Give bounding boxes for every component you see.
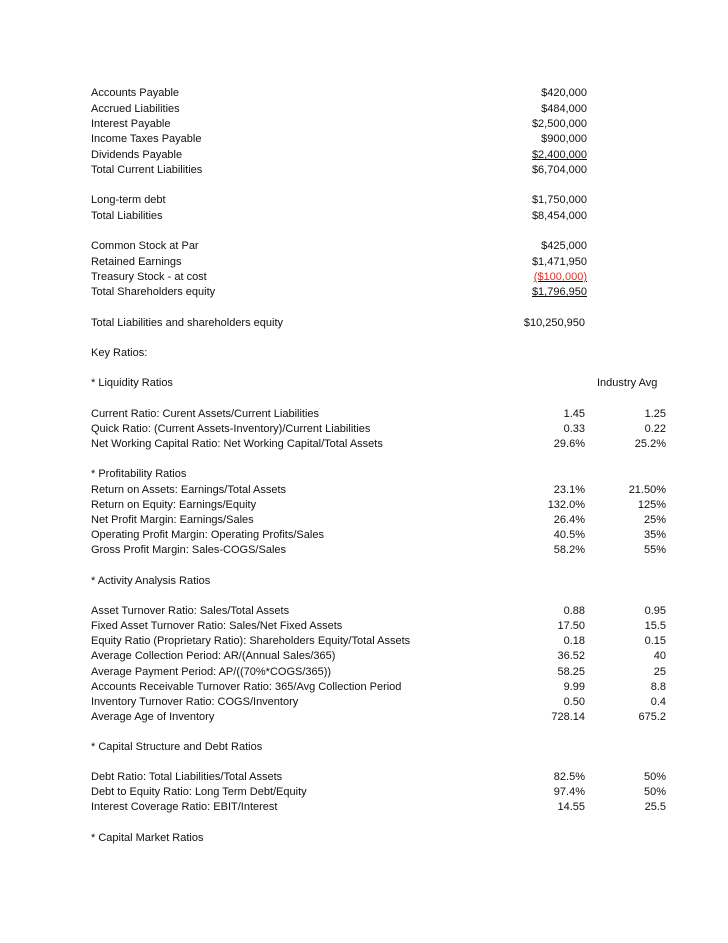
line-item-label: Treasury Stock - at cost [91, 271, 207, 283]
profitability-heading-row [0, 467, 728, 482]
industry-value: 125% [637, 499, 666, 511]
industry-value: 15.5 [644, 620, 666, 632]
ratio-row [0, 619, 728, 634]
ratio-label: Average Collection Period: AR/(Annual Sales/365) [91, 650, 336, 662]
ratio-label: Current Ratio: Curent Assets/Current Liabilities [91, 408, 320, 420]
industry-value: 0.15 [644, 635, 666, 647]
ratio-value: 36.52 [557, 650, 585, 662]
line-item-label: Retained Earnings [91, 256, 182, 268]
ratio-label: Equity Ratio (Proprietary Ratio): Shareholders Equity/Total Assets [91, 635, 411, 647]
ratio-row [0, 800, 728, 815]
section-title: * Liquidity Ratios [91, 377, 173, 389]
capital-market-heading-row [0, 831, 728, 846]
long-term-debt-row [0, 193, 728, 208]
ratio-row [0, 649, 728, 664]
ratio-label: Gross Profit Margin: Sales-COGS/Sales [91, 544, 287, 556]
ratio-row [0, 513, 728, 528]
ratio-row [0, 785, 728, 800]
ratio-label: Debt Ratio: Total Liabilities/Total Assets [91, 771, 283, 783]
line-item-amount: $484,000 [541, 103, 587, 115]
ratio-row [0, 437, 728, 452]
industry-avg-header: Industry Avg [597, 377, 658, 389]
section-title: * Activity Analysis Ratios [91, 575, 211, 587]
ratio-label: Net Working Capital Ratio: Net Working Capital/Total Assets [91, 438, 383, 450]
line-item-amount: $425,000 [541, 240, 587, 252]
ratio-label: Asset Turnover Ratio: Sales/Total Assets [91, 605, 290, 617]
ratio-label: Accounts Receivable Turnover Ratio: 365/Avg Collection Period [91, 681, 402, 693]
ratio-value: 82.5% [553, 771, 585, 783]
ratio-value: 0.50 [563, 696, 585, 708]
total-shareholders-equity-row [0, 285, 728, 300]
key-ratios-heading: Key Ratios: [91, 347, 148, 359]
line-item-amount: $1,750,000 [531, 194, 587, 206]
ratio-value: 17.50 [557, 620, 585, 632]
line-item-label: Interest Payable [91, 118, 171, 130]
ratio-value: 29.6% [553, 438, 585, 450]
ratio-row [0, 528, 728, 543]
activity-heading-row [0, 574, 728, 589]
liquidity-heading-row [0, 376, 728, 391]
line-item-label: Dividends Payable [91, 149, 183, 161]
total-liabilities-row [0, 209, 728, 224]
ratio-label: Quick Ratio: (Current Assets-Inventory)/Current Liabilities [91, 423, 371, 435]
ratio-value: 58.25 [557, 666, 585, 678]
ratio-label: Return on Assets: Earnings/Total Assets [91, 484, 287, 496]
industry-value: 25.2% [634, 438, 666, 450]
line-item-amount: $900,000 [541, 133, 587, 145]
line-item-label: Total Shareholders equity [91, 286, 216, 298]
ratio-row [0, 498, 728, 513]
line-item-label: Long-term debt [91, 194, 166, 206]
ratio-row [0, 695, 728, 710]
industry-value: 1.25 [644, 408, 666, 420]
line-item-label: Total Liabilities and shareholders equity [91, 317, 284, 329]
industry-value: 0.95 [644, 605, 666, 617]
ratio-label: Inventory Turnover Ratio: COGS/Inventory [91, 696, 299, 708]
industry-value: 25% [643, 514, 666, 526]
ratio-value: 1.45 [563, 408, 585, 420]
industry-value: 50% [643, 771, 666, 783]
ratio-value: 97.4% [553, 786, 585, 798]
liability-row-accrued [0, 102, 728, 117]
ratio-value: 9.99 [563, 681, 585, 693]
industry-value: 50% [643, 786, 666, 798]
equity-row-treasury-stock [0, 270, 728, 285]
line-item-amount: $420,000 [541, 87, 587, 99]
ratio-label: Average Age of Inventory [91, 711, 215, 723]
section-title: * Capital Market Ratios [91, 832, 204, 844]
line-item-label: Income Taxes Payable [91, 133, 202, 145]
ratio-value: 0.88 [563, 605, 585, 617]
line-item-amount: $6,704,000 [531, 164, 587, 176]
ratio-label: Fixed Asset Turnover Ratio: Sales/Net Fixed Assets [91, 620, 343, 632]
industry-value: 40 [653, 650, 666, 662]
ratio-value: 728.14 [551, 711, 585, 723]
equity-row-common-stock [0, 239, 728, 254]
ratio-label: Interest Coverage Ratio: EBIT/Interest [91, 801, 278, 813]
ratio-row [0, 770, 728, 785]
section-title: * Profitability Ratios [91, 468, 187, 480]
line-item-amount: $1,796,950 [531, 286, 587, 298]
ratio-row [0, 665, 728, 680]
ratio-label: Return on Equity: Earnings/Equity [91, 499, 257, 511]
ratio-label: Net Profit Margin: Earnings/Sales [91, 514, 254, 526]
line-item-amount: $1,471,950 [531, 256, 587, 268]
line-item-amount: $10,250,950 [523, 317, 585, 329]
line-item-label: Accrued Liabilities [91, 103, 180, 115]
industry-value: 675.2 [638, 711, 666, 723]
industry-value: 21.50% [628, 484, 666, 496]
liability-row-interest-payable [0, 117, 728, 132]
ratio-value: 23.1% [553, 484, 585, 496]
key-ratios-heading-row [0, 346, 728, 361]
ratio-label: Debt to Equity Ratio: Long Term Debt/Equity [91, 786, 307, 798]
line-item-amount: $2,400,000 [531, 149, 587, 161]
industry-value: 0.22 [644, 423, 666, 435]
liability-row-accounts-payable [0, 86, 728, 101]
ratio-value: 58.2% [553, 544, 585, 556]
ratio-row [0, 680, 728, 695]
ratio-row [0, 543, 728, 558]
line-item-label: Total Liabilities [91, 210, 163, 222]
industry-value: 8.8 [650, 681, 666, 693]
ratio-value: 0.33 [563, 423, 585, 435]
ratio-value: 14.55 [557, 801, 585, 813]
total-liabilities-equity-row [0, 316, 728, 331]
ratio-row [0, 407, 728, 422]
line-item-label: Accounts Payable [91, 87, 180, 99]
industry-value: 25 [653, 666, 666, 678]
industry-value: 55% [643, 544, 666, 556]
ratio-label: Operating Profit Margin: Operating Profits/Sales [91, 529, 324, 541]
ratio-value: 26.4% [553, 514, 585, 526]
ratio-label: Average Payment Period: AP/((70%*COGS/365)) [91, 666, 332, 678]
line-item-amount: $2,500,000 [531, 118, 587, 130]
ratio-row [0, 634, 728, 649]
ratio-value: 40.5% [553, 529, 585, 541]
line-item-label: Common Stock at Par [91, 240, 199, 252]
ratio-row [0, 483, 728, 498]
ratio-value: 132.0% [547, 499, 585, 511]
ratio-value: 0.18 [563, 635, 585, 647]
ratio-row [0, 422, 728, 437]
ratio-row [0, 710, 728, 725]
section-title: * Capital Structure and Debt Ratios [91, 741, 263, 753]
industry-value: 25.5 [644, 801, 666, 813]
industry-value: 0.4 [650, 696, 666, 708]
line-item-label: Total Current Liabilities [91, 164, 203, 176]
capital-structure-heading-row [0, 740, 728, 755]
total-current-liabilities-row [0, 163, 728, 178]
equity-row-retained-earnings [0, 255, 728, 270]
liability-row-income-taxes [0, 132, 728, 147]
liability-row-dividends [0, 148, 728, 163]
line-item-amount: $8,454,000 [531, 210, 587, 222]
ratio-row [0, 604, 728, 619]
industry-value: 35% [643, 529, 666, 541]
line-item-amount-negative: ($100,000) [533, 271, 587, 283]
